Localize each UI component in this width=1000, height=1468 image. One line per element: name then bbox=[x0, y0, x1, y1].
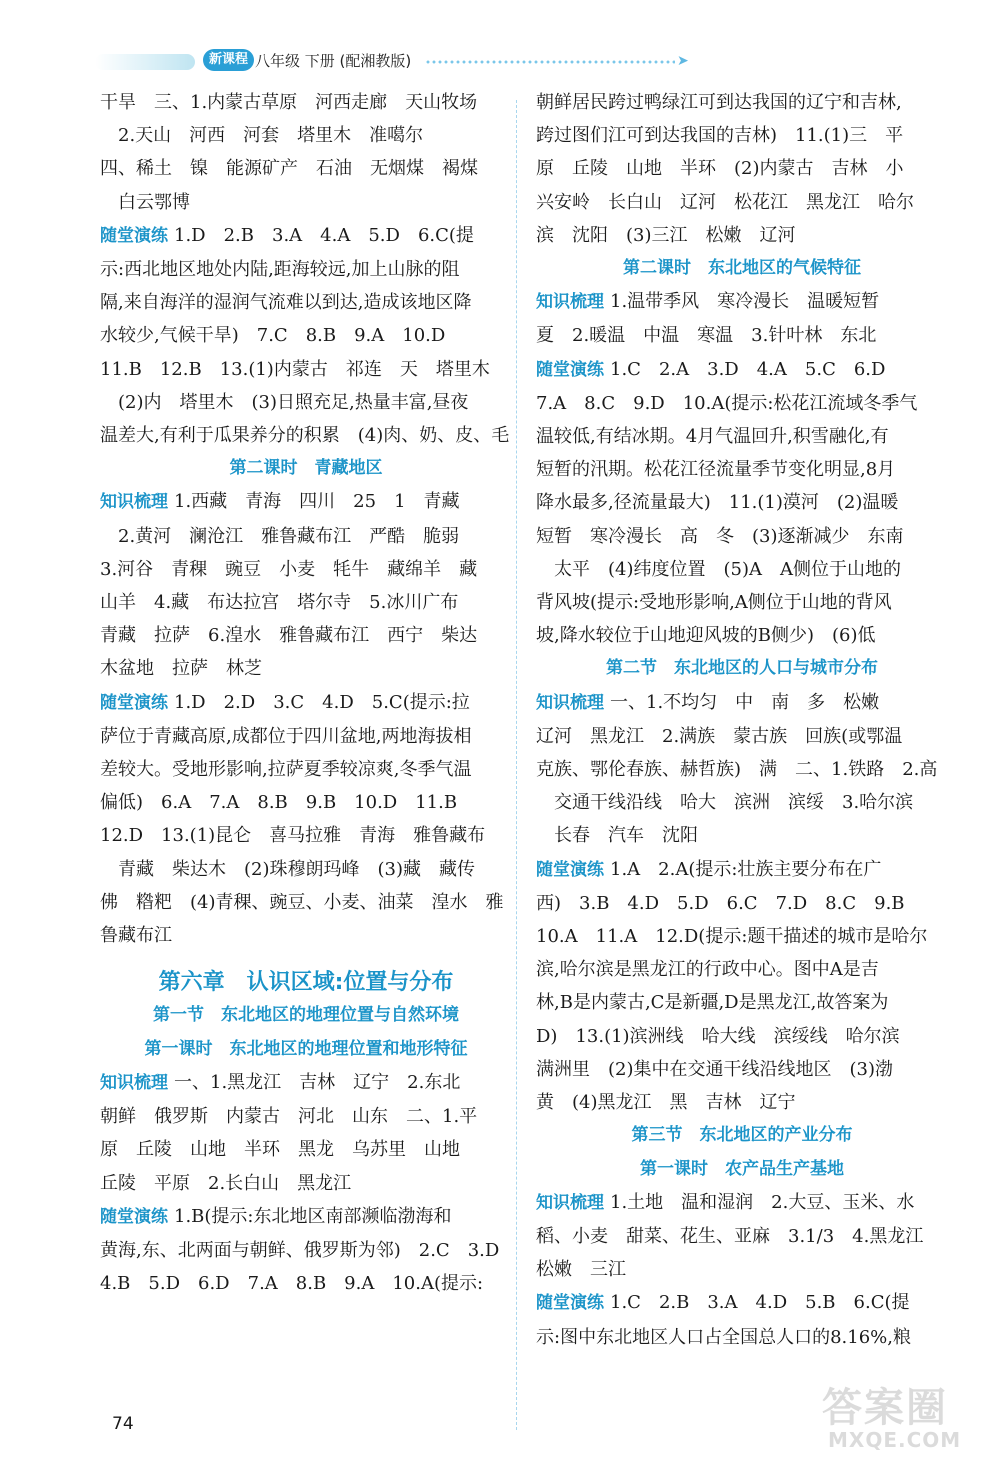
text-line: 随堂演练 1.C 2.A 3.D 4.A 5.C 6.D bbox=[536, 358, 886, 380]
text-line: 西) 3.B 4.D 5.D 6.C 7.D 8.C 9.B bbox=[536, 892, 905, 914]
text-line: 知识梳理 一、1.黑龙江 吉林 辽宁 2.东北 bbox=[100, 1071, 461, 1093]
text-line: 夏 2.暖温 中温 寒温 3.针叶林 东北 bbox=[536, 325, 877, 347]
practice-tag: 随堂演练 bbox=[536, 359, 604, 380]
text-line: 背风坡(提示:受地形影响,A侧位于山地的背风 bbox=[536, 592, 892, 614]
text-line: 兴安岭 长白山 辽河 松花江 黑龙江 哈尔 bbox=[536, 191, 914, 213]
text-line: 随堂演练 1.D 2.B 3.A 4.A 5.D 6.C(提 bbox=[100, 224, 474, 246]
left-column bbox=[100, 86, 512, 1300]
text-line: 2.黄河 澜沧江 雅鲁藏布江 严酷 脆弱 bbox=[118, 525, 460, 547]
lesson-heading: 第二课时 青藏地区 bbox=[229, 458, 383, 479]
header-decoration bbox=[95, 54, 195, 70]
text-line: 满洲里 (2)集中在交通干线沿线地区 (3)渤 bbox=[536, 1058, 893, 1080]
column-divider bbox=[516, 100, 517, 1430]
text-line: 示:图中东北地区人口占全国总人口的8.16%,粮 bbox=[536, 1326, 911, 1348]
section-heading: 第一节 东北地区的地理位置与自然环境 bbox=[153, 1005, 459, 1026]
text-line: 知识梳理 1.温带季风 寒冷漫长 温暖短暂 bbox=[536, 291, 880, 313]
text-line: 温差大,有利于瓜果养分的积累 (4)肉、奶、皮、毛 bbox=[100, 425, 510, 447]
practice-tag: 随堂演练 bbox=[100, 692, 168, 713]
lesson-heading: 第一课时 东北地区的地理位置和地形特征 bbox=[144, 1038, 468, 1059]
text-line: 跨过图们江可到达我国的吉林) 11.(1)三 平 bbox=[536, 125, 904, 147]
text-line: 2.天山 河西 河套 塔里木 准噶尔 bbox=[118, 125, 424, 147]
text-line: (2)内 塔里木 (3)日照充足,热量丰富,昼夜 bbox=[118, 391, 469, 413]
practice-tag: 随堂演练 bbox=[536, 859, 604, 880]
text-line: 稻、小麦 甜菜、花生、亚麻 3.1/3 4.黑龙江 bbox=[536, 1225, 924, 1247]
text-line: 青藏 柴达木 (2)珠穆朗玛峰 (3)藏 藏传 bbox=[118, 858, 475, 880]
text-line: D) 13.(1)滨洲线 哈大线 滨绥线 哈尔滨 bbox=[536, 1025, 900, 1047]
text-line: 白云鄂博 bbox=[118, 191, 190, 213]
text-line: 知识梳理 1.土地 温和湿润 2.大豆、玉米、水 bbox=[536, 1191, 915, 1213]
text-line: 示:西北地区地处内陆,距海较远,加上山脉的阻 bbox=[100, 259, 460, 281]
text-line: 青藏 拉萨 6.湟水 雅鲁藏布江 西宁 柴达 bbox=[100, 625, 478, 647]
text-line: 朝鲜 俄罗斯 内蒙古 河北 山东 二、1.平 bbox=[100, 1106, 478, 1128]
text-line: 朝鲜居民跨过鸭绿江可到达我国的辽宁和吉林, bbox=[536, 92, 902, 113]
text-line: 短暂 寒冷漫长 高 冬 (3)逐渐减少 东南 bbox=[536, 525, 904, 547]
practice-tag: 随堂演练 bbox=[536, 1293, 604, 1314]
section-heading: 第三节 东北地区的产业分布 bbox=[631, 1125, 853, 1146]
text-line: 黄海,东、北两面与朝鲜、俄罗斯为邻) 2.C 3.D bbox=[100, 1239, 500, 1261]
text-line: 木盆地 拉萨 林芝 bbox=[100, 658, 262, 680]
lesson-heading: 第一课时 农产品生产基地 bbox=[640, 1158, 844, 1179]
knowledge-tag: 知识梳理 bbox=[100, 1072, 168, 1093]
header-dotted-line bbox=[425, 60, 675, 64]
text-line: 松嫩 三江 bbox=[536, 1259, 626, 1281]
text-line: 太平 (4)纬度位置 (5)A A侧位于山地的 bbox=[554, 558, 901, 580]
text-line: 知识梳理 一、1.不均匀 中 南 多 松嫩 bbox=[536, 691, 880, 713]
text-line: 原 丘陵 山地 半环 (2)内蒙古 吉林 小 bbox=[536, 158, 904, 180]
section-heading: 第二节 东北地区的人口与城市分布 bbox=[606, 658, 878, 679]
text-line: 水较少,气候干旱) 7.C 8.B 9.A 10.D bbox=[100, 325, 446, 347]
text-line: 4.B 5.D 6.D 7.A 8.B 9.A 10.A(提示: bbox=[100, 1273, 484, 1295]
series-logo: 新课程 bbox=[203, 49, 254, 71]
text-line: 坡,降水较位于山地迎风坡的B侧少) (6)低 bbox=[536, 625, 876, 647]
text-line: 原 丘陵 山地 半环 黑龙 乌苏里 山地 bbox=[100, 1139, 460, 1161]
text-line: 萨位于青藏高原,成都位于四川盆地,两地海拔相 bbox=[100, 725, 472, 747]
text-line: 黄 (4)黑龙江 黑 吉林 辽宁 bbox=[536, 1092, 796, 1114]
knowledge-tag: 知识梳理 bbox=[536, 692, 604, 713]
lesson-heading: 第二课时 东北地区的气候特征 bbox=[623, 258, 861, 279]
book-title: 八年级 下册 (配湘教版) bbox=[255, 52, 412, 70]
right-column bbox=[536, 86, 948, 1354]
text-line: 交通干线沿线 哈大 滨洲 滨绥 3.哈尔滨 bbox=[554, 792, 914, 814]
text-line: 滨,哈尔滨是黑龙江的行政中心。图中A是吉 bbox=[536, 959, 879, 981]
watermark-logo bbox=[822, 1376, 982, 1456]
text-line: 12.D 13.(1)昆仑 喜马拉雅 青海 雅鲁藏布 bbox=[100, 825, 486, 847]
practice-tag: 随堂演练 bbox=[100, 225, 168, 246]
arrow-icon: ➤ bbox=[677, 53, 689, 69]
watermark-url: MXQE.COM bbox=[828, 1428, 962, 1452]
watermark-text: 答案圈 bbox=[822, 1385, 948, 1431]
text-line: 知识梳理 1.西藏 青海 四川 25 1 青藏 bbox=[100, 491, 460, 513]
text-line: 随堂演练 1.D 2.D 3.C 4.D 5.C(提示:拉 bbox=[100, 691, 470, 713]
text-line: 差较大。受地形影响,拉萨夏季较凉爽,冬季气温 bbox=[100, 759, 472, 781]
text-line: 3.河谷 青稞 豌豆 小麦 牦牛 藏绵羊 藏 bbox=[100, 558, 478, 580]
text-line: 佛 糌粑 (4)青稞、豌豆、小麦、油菜 湟水 雅 bbox=[100, 891, 504, 913]
text-line: 滨 沈阳 (3)三江 松嫩 辽河 bbox=[536, 224, 796, 246]
text-line: 温较低,有结冰期。4月气温回升,积雪融化,有 bbox=[536, 426, 889, 448]
knowledge-tag: 知识梳理 bbox=[100, 492, 168, 513]
page-number: 74 bbox=[112, 1414, 134, 1434]
text-line: 辽河 黑龙江 2.满族 蒙古族 回族(或鄂温 bbox=[536, 725, 903, 747]
text-line: 7.A 8.C 9.D 10.A(提示:松花江流域冬季气 bbox=[536, 392, 918, 414]
text-line: 丘陵 平原 2.长白山 黑龙江 bbox=[100, 1172, 352, 1194]
text-line: 随堂演练 1.C 2.B 3.A 4.D 5.B 6.C(提 bbox=[536, 1292, 910, 1314]
text-line: 短暂的汛期。松花江径流量季节变化明显,8月 bbox=[536, 459, 896, 481]
text-line: 偏低) 6.A 7.A 8.B 9.B 10.D 11.B bbox=[100, 792, 458, 814]
text-line: 山羊 4.藏 布达拉宫 塔尔寺 5.冰川广布 bbox=[100, 592, 459, 614]
text-line: 长春 汽车 沈阳 bbox=[554, 825, 698, 847]
text-line: 随堂演练 1.A 2.A(提示:壮族主要分布在广 bbox=[536, 858, 882, 880]
knowledge-tag: 知识梳理 bbox=[536, 292, 604, 313]
page-header bbox=[95, 48, 715, 74]
text-line: 10.A 11.A 12.D(提示:题干描述的城市是哈尔 bbox=[536, 926, 928, 948]
text-line: 隔,来自海洋的湿润气流难以到达,造成该地区降 bbox=[100, 292, 472, 314]
text-line: 鲁藏布江 bbox=[100, 925, 172, 947]
text-line: 林,B是内蒙古,C是新疆,D是黑龙江,故答案为 bbox=[536, 992, 889, 1014]
text-line: 克族、鄂伦春族、赫哲族) 满 二、1.铁路 2.高 bbox=[536, 759, 938, 781]
text-line: 随堂演练 1.B(提示:东北地区南部濒临渤海和 bbox=[100, 1205, 452, 1227]
knowledge-tag: 知识梳理 bbox=[536, 1192, 604, 1213]
chapter-heading: 第六章 认识区域:位置与分布 bbox=[158, 970, 454, 996]
text-line: 干旱 三、1.内蒙古草原 河西走廊 天山牧场 bbox=[100, 92, 478, 113]
text-line: 四、稀土 镍 能源矿产 石油 无烟煤 褐煤 bbox=[100, 158, 478, 180]
text-line: 降水最多,径流量最大) 11.(1)漠河 (2)温暖 bbox=[536, 492, 899, 514]
text-line: 11.B 12.B 13.(1)内蒙古 祁连 天 塔里木 bbox=[100, 358, 490, 380]
practice-tag: 随堂演练 bbox=[100, 1206, 168, 1227]
